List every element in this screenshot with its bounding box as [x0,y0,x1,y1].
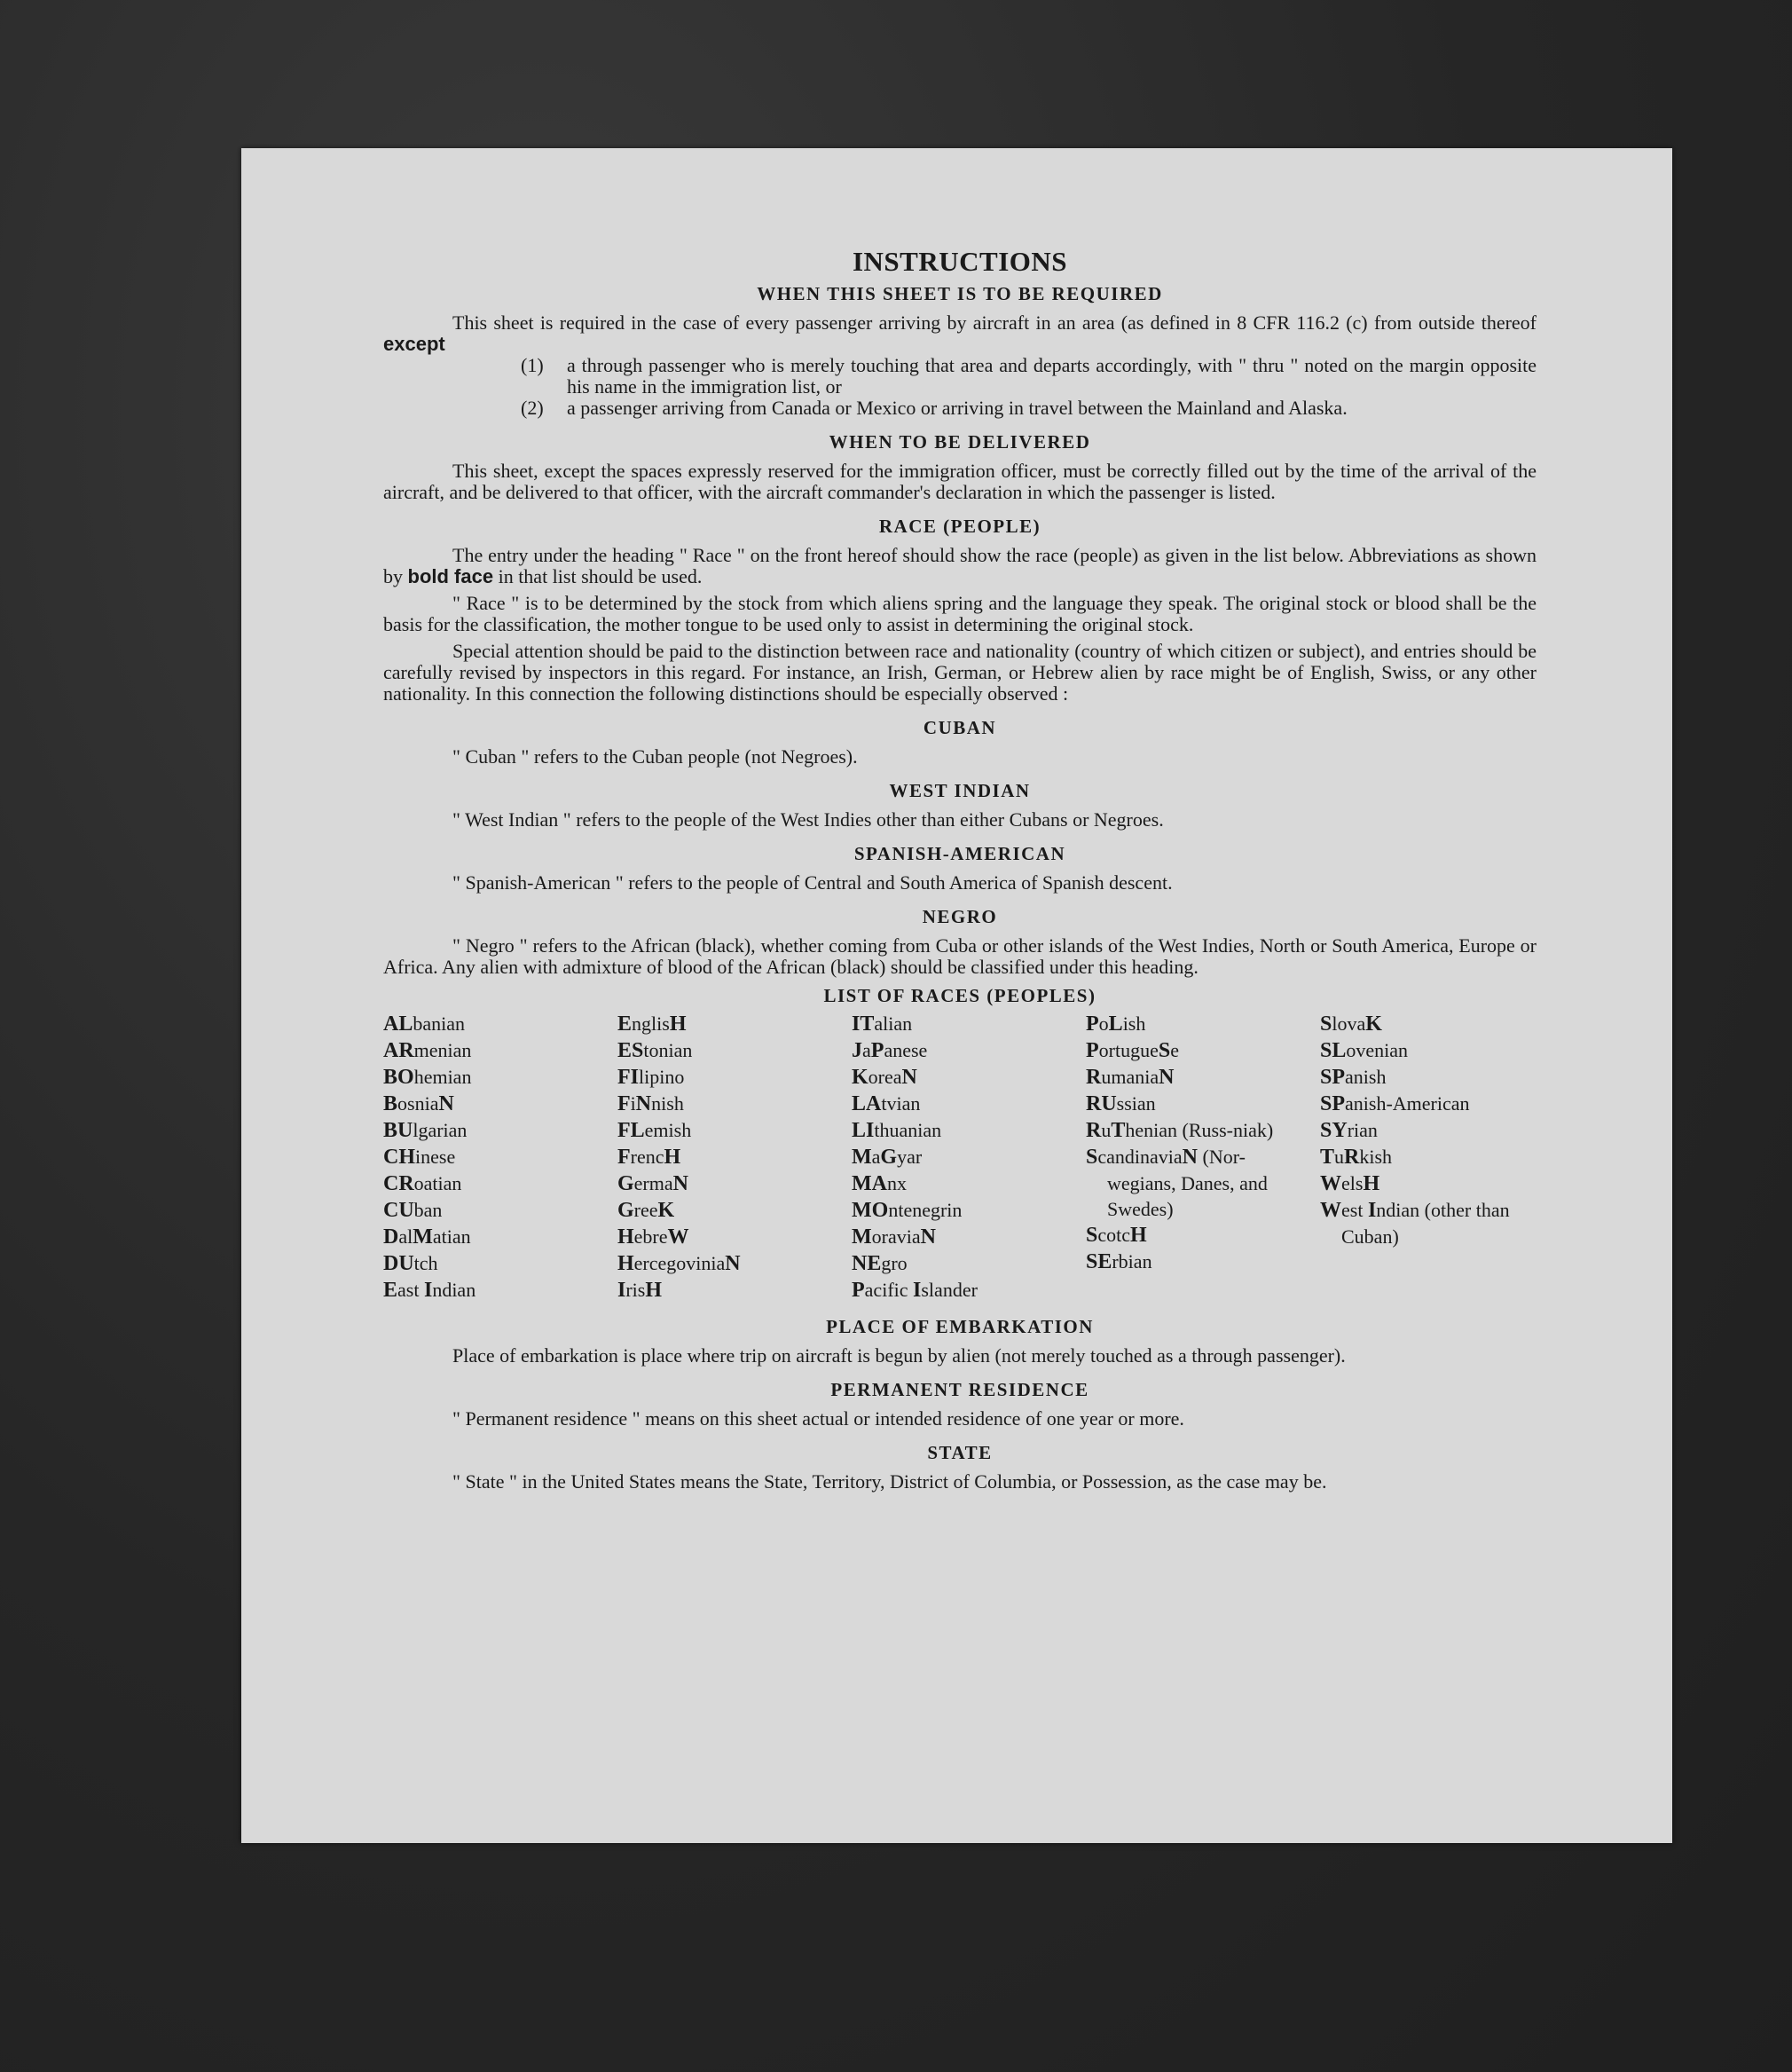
heading-state: STATE [927,1442,993,1463]
race-entry [383,1250,600,1277]
sheet-content [383,246,1537,1493]
race-paragraph-1 [383,545,1537,587]
race-name-part: nglis [632,1012,670,1035]
when-delivered-text: This sheet, except the spaces expressly reserved for the immigration officer, must be correctly filled out by the time of the arrival of the aircraft, and be delivered to that officer, with the aircraft commander's declaration in which the passenger is listed. [383,460,1537,503]
race-name-part: i [630,1092,636,1115]
race-name-part: thuanian [874,1119,942,1141]
race-entry [383,1277,600,1304]
race-abbrev-letters: SE [1086,1250,1112,1273]
race-name-part: cotc [1097,1224,1131,1246]
race-name-part: renc [630,1146,664,1168]
race-entry [1320,1037,1537,1064]
item-number: (2) [521,397,544,419]
race-name-part: lipino [639,1066,685,1088]
race-abbrev-letters: M [852,1146,872,1169]
race-name-part: u [1101,1119,1112,1141]
race-name-part: rbian [1112,1250,1152,1272]
race-abbrev-letters: I [617,1279,626,1302]
race-entry [1086,1037,1302,1064]
race-entry [852,1144,1068,1170]
race-entry [852,1091,1068,1117]
race-abbrev-letters: R [1344,1146,1360,1169]
race-abbrev-letters: H [617,1225,634,1249]
race-abbrev-letters: CH [383,1146,415,1169]
race-entry [383,1144,600,1170]
race-name-part: lova [1332,1012,1366,1035]
item-number: (1) [521,354,544,376]
race-name-part: alian [874,1012,913,1035]
race-entry [1086,1249,1302,1275]
race-abbrev-letters: MO [852,1199,889,1222]
race-paragraph-3: Special attention should be paid to the distinction between race and nationality (country of which citizen or subject), and entries should be carefully revised by inspectors in this regard. For instance, an Irish, German, or Hebrew alien by race might be of English, Swiss, or any other nationality. In this connection the following distinctions should be especially observed : [383,640,1537,705]
race-entry [852,1277,1068,1304]
race-abbrev-letters: W [1320,1199,1341,1222]
race-abbrev-letters: N [1159,1066,1175,1089]
race-abbrev-letters: S [1086,1146,1098,1169]
race-abbrev-letters: W [667,1225,689,1249]
race-name-part: inese [415,1146,456,1168]
race-abbrev-letters: G [617,1199,634,1222]
embarkation-text: Place of embarkation is place where trip on aircraft is begun by alien (not merely touched as a through passenger). [452,1344,1346,1367]
race-entry [383,1117,600,1144]
race-entry [1320,1170,1537,1197]
race-name-part: hemian [413,1066,472,1088]
race-name-part: emish [644,1119,692,1141]
permanent-residence-text: " Permanent residence " means on this sheet actual or intended residence of one year or more. [452,1407,1184,1430]
race-name-part: acific [864,1279,914,1301]
race-name-part: ntenegrin [888,1199,963,1221]
race-name-part: tonian [643,1039,693,1061]
race-name-part: yar [897,1146,923,1168]
race-entry [617,1224,834,1250]
race-abbrev-letters: LI [852,1119,875,1142]
race-abbrev-letters: CU [383,1199,414,1222]
race-abbrev-letters: SP [1320,1066,1346,1089]
race-name-part: anese [884,1039,928,1061]
race-name-part: ortugue [1098,1039,1159,1061]
race-name-part: est [1341,1199,1368,1221]
race-entry [1320,1064,1537,1091]
race-entry [1320,1117,1537,1144]
race-abbrev-letters: H [664,1146,681,1169]
heading-race: RACE (PEOPLE) [878,516,1041,537]
race-abbrev-letters: CR [383,1172,414,1195]
race-abbrev-letters: S [1158,1039,1171,1062]
race-abbrev-letters: E [617,1012,633,1036]
race-abbrev-letters: B [383,1092,398,1115]
race-abbrev-letters: ES [617,1039,644,1062]
item-text: a through passenger who is merely touching that area and departs accordingly, with " thru " noted on the margin opposite his name in the immigration list, or [567,354,1537,398]
race-name-part: ast [397,1279,424,1301]
race-abbrev-letters: F [617,1092,631,1115]
race-name-part: oravia [871,1225,921,1248]
race-abbrev-letters: FI [617,1066,639,1089]
race-abbrev-letters: K [657,1199,675,1222]
race-abbrev-letters: H [1363,1172,1380,1195]
exception-item-1 [521,355,1537,398]
race-abbrev-letters: IT [852,1012,875,1036]
races-list [383,1011,1537,1304]
state-text: " State " in the United States means the State, Territory, District of Columbia, or Possession, as the case may be. [452,1470,1327,1493]
race-abbrev-letters: N [635,1092,652,1115]
heading-when-required: WHEN THIS SHEET IS TO BE REQUIRED [757,283,1163,304]
races-column [1320,1011,1537,1304]
race-name-part: ercegovinia [633,1252,726,1274]
cuban-text: " Cuban " refers to the Cuban people (not Negroes). [452,745,858,768]
race-name-part: rian [1347,1119,1378,1141]
race-abbrev-letters: T [1111,1119,1126,1142]
race-name-part: menian [413,1039,472,1061]
heading-list-of-races: LIST OF RACES (PEOPLES) [823,985,1096,1006]
race-entry [617,1064,834,1091]
race-entry [617,1117,834,1144]
race-name-part: u [1334,1146,1345,1168]
heading-when-delivered: WHEN TO BE DELIVERED [829,431,1091,453]
race-entry [1086,1117,1302,1144]
race-abbrev-letters: R [1086,1119,1102,1142]
race-abbrev-letters: M [852,1225,872,1249]
race-abbrev-letters: P [852,1279,865,1302]
race-abbrev-letters: FL [617,1119,645,1142]
negro-text: " Negro " refers to the African (black), whether coming from Cuba or other islands of the West Indies, North or South America, Europe or Africa. Any alien with admixture of blood of the African (black) should be classified under this heading. [383,934,1537,978]
race-abbrev-letters: H [645,1279,663,1302]
race-entry [617,1277,834,1304]
race-abbrev-letters: H [617,1252,634,1275]
races-column [617,1011,834,1304]
race-name-part: anish-American [1345,1092,1470,1115]
race-p1-before: The entry under the heading " Race " on the front hereof should show the race (people) as given in the list below. Abbreviations as shown by [383,544,1537,587]
race-abbrev-letters: H [1130,1224,1147,1247]
race-abbrev-letters: I [913,1279,922,1302]
race-entry [1320,1091,1537,1117]
exception-item-2 [521,398,1537,419]
race-entry [852,1011,1068,1037]
race-name-part: candinavia [1097,1146,1183,1168]
race-entry [383,1064,600,1091]
race-abbrev-letters: N [438,1092,454,1115]
race-abbrev-letters: MA [852,1172,887,1195]
race-name-part: ebre [633,1225,668,1248]
race-abbrev-letters: N [1182,1146,1198,1169]
item-text: a passenger arriving from Canada or Mexico or arriving in travel between the Mainland and Alaska. [567,397,1348,419]
race-name-part: ree [633,1199,658,1221]
when-required-intro [383,312,1537,355]
race-entry [617,1091,834,1117]
race-abbrev-letters: S [1320,1012,1332,1036]
race-name-part: henian (Russ-niak) [1125,1119,1274,1141]
race-abbrev-letters: DU [383,1252,414,1275]
race-name-part: ndian (other than Cuban) [1341,1199,1510,1248]
race-entry [383,1011,600,1037]
race-abbrev-letters: D [383,1225,399,1249]
race-name-part: nx [886,1172,907,1194]
race-abbrev-letters: K [852,1066,868,1089]
race-entry [617,1011,834,1037]
race-abbrev-letters: T [1320,1146,1335,1169]
race-name-part: ovenian [1346,1039,1409,1061]
race-abbrev-letters: M [413,1225,433,1249]
race-name-part: erma [633,1172,673,1194]
race-name-part: orea [868,1066,902,1088]
heading-cuban: CUBAN [923,717,997,738]
instruction-sheet [241,148,1672,1843]
race-name-part: e [1170,1039,1179,1061]
west-indian-text: " West Indian " refers to the people of the West Indies other than either Cubans or Negroes. [452,808,1164,831]
race-abbrev-letters: SL [1320,1039,1347,1062]
race-entry [1086,1064,1302,1091]
race-p1-bold: bold face [407,565,494,587]
race-entry [383,1037,600,1064]
race-abbrev-letters: BU [383,1119,413,1142]
race-abbrev-letters: P [1086,1012,1099,1036]
race-name-part: anish [1345,1066,1387,1088]
race-entry [383,1091,600,1117]
heading-embarkation: PLACE OF EMBARKATION [826,1316,1094,1337]
race-name-part: lgarian [413,1119,468,1141]
race-abbrev-letters: F [617,1146,631,1169]
race-abbrev-letters: RU [1086,1092,1117,1115]
race-abbrev-letters: NE [852,1252,882,1275]
race-entry [617,1144,834,1170]
race-entry [852,1197,1068,1224]
race-name-part: ris [625,1279,646,1301]
race-abbrev-letters: SY [1320,1119,1348,1142]
race-entry [1086,1222,1302,1249]
race-entry [852,1250,1068,1277]
race-abbrev-letters: L [1108,1012,1123,1036]
race-name-part: ndian [432,1279,476,1301]
race-name-part: a [862,1039,871,1061]
race-abbrev-letters: W [1320,1172,1341,1195]
race-name-part: oatian [413,1172,462,1194]
race-name-part: al [398,1225,413,1248]
race-entry [617,1170,834,1197]
race-abbrev-letters: G [880,1146,898,1169]
race-abbrev-letters: I [423,1279,433,1302]
race-entry [617,1250,834,1277]
race-entry [1086,1011,1302,1037]
race-name-part: (Nor-wegians, Danes, and Swedes) [1107,1146,1268,1220]
races-column [852,1011,1068,1304]
heading-west-indian: WEST INDIAN [889,780,1031,801]
race-entry [852,1037,1068,1064]
page-title: INSTRUCTIONS [852,246,1067,277]
race-abbrev-letters: LA [852,1092,882,1115]
race-name-part: ssian [1116,1092,1156,1115]
race-entry [1320,1197,1537,1249]
race-entry [617,1197,834,1224]
race-name-part: ish [1122,1012,1146,1035]
race-name-part: banian [413,1012,465,1035]
race-abbrev-letters: E [383,1279,398,1302]
race-entry [383,1224,600,1250]
race-name-part: tch [413,1252,438,1274]
race-entry [852,1170,1068,1197]
race-abbrev-letters: P [870,1039,884,1062]
race-name-part: a [871,1146,881,1168]
race-abbrev-letters: K [1365,1012,1382,1036]
race-abbrev-letters: I [1367,1199,1377,1222]
race-name-part: ban [413,1199,443,1221]
race-abbrev-letters: N [901,1066,917,1089]
race-entry [383,1170,600,1197]
race-name-part: nish [651,1092,684,1115]
race-entry [852,1117,1068,1144]
race-entry [852,1224,1068,1250]
race-name-part: gro [881,1252,908,1274]
heading-permanent-residence: PERMANENT RESIDENCE [830,1379,1089,1400]
race-name-part: kish [1359,1146,1393,1168]
race-abbrev-letters: J [852,1039,862,1062]
race-name-part: osnia [397,1092,439,1115]
race-abbrev-letters: P [1086,1039,1099,1062]
race-entry [1086,1091,1302,1117]
race-abbrev-letters: BO [383,1066,414,1089]
race-name-part: els [1341,1172,1364,1194]
race-abbrev-letters: G [617,1172,634,1195]
race-name-part: o [1098,1012,1109,1035]
race-entry [617,1037,834,1064]
heading-negro: NEGRO [922,906,998,927]
race-abbrev-letters: H [669,1012,687,1036]
race-name-part: atian [432,1225,471,1248]
spanish-american-text: " Spanish-American " refers to the people of Central and South America of Spanish descent. [452,871,1173,894]
race-name-part: slander [921,1279,978,1301]
race-paragraph-2: " Race " is to be determined by the stock from which aliens spring and the language they speak. The original stock or blood shall be the basis for the classification, the mother tongue to be used only to assist in determining the original stock. [383,592,1537,635]
race-abbrev-letters: N [725,1252,741,1275]
race-abbrev-letters: AL [383,1012,413,1036]
race-entry [1320,1011,1537,1037]
race-abbrev-letters: AR [383,1039,414,1062]
race-p1-after: in that list should be used. [498,565,703,587]
race-abbrev-letters: S [1086,1224,1098,1247]
races-column [383,1011,600,1304]
intro-text: This sheet is required in the case of every passenger arriving by aircraft in an area (as defined in 8 CFR 116.2 (c) from outside thereof [452,311,1537,334]
race-entry [1086,1144,1302,1222]
race-abbrev-letters: SP [1320,1092,1346,1115]
race-entry [852,1064,1068,1091]
race-name-part: tvian [881,1092,921,1115]
race-abbrev-letters: N [672,1172,688,1195]
race-abbrev-letters: R [1086,1066,1102,1089]
race-name-part: umania [1101,1066,1159,1088]
race-entry [383,1197,600,1224]
race-entry [1320,1144,1537,1170]
race-abbrev-letters: N [920,1225,936,1249]
races-column [1086,1011,1302,1304]
heading-spanish-american: SPANISH-AMERICAN [853,843,1066,864]
intro-emphasis: except [383,333,445,355]
